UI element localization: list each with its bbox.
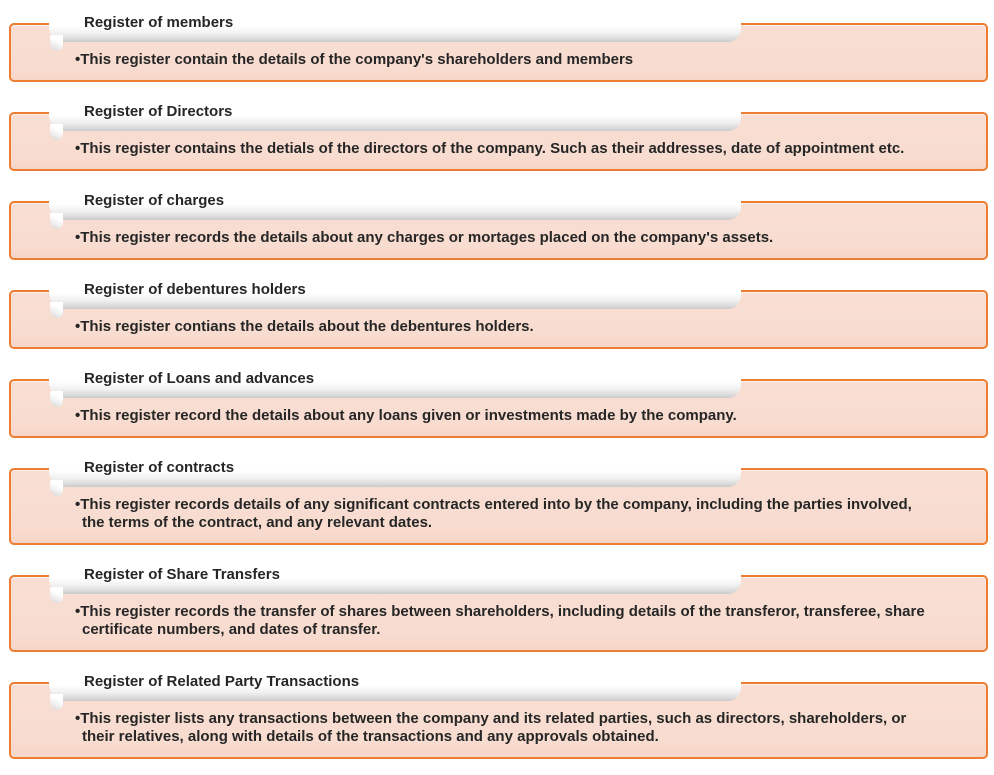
register-description-text: This register contain the details of the company's shareholders and members	[80, 51, 634, 68]
register-item	[0, 186, 994, 260]
register-description	[11, 275, 986, 349]
register-title: Register of charges	[84, 192, 225, 209]
register-description-text: This register records details of any significant contracts entered into by the company, including the parties involved, the terms of the contract, and any relevant dates.	[80, 496, 912, 531]
bullet-marker: •	[75, 229, 81, 246]
bullet-marker: •	[75, 140, 81, 157]
bullet-marker: •	[75, 318, 81, 335]
register-description-text: This register lists any transactions between the company and its related parties, such as directors, shareholders, or their relatives, along with details of the transactions and any approvals obtained.	[80, 710, 907, 745]
bullet-marker: •	[75, 496, 81, 513]
register-item	[0, 97, 994, 171]
register-title: Register of Directors	[84, 103, 233, 120]
register-title: Register of contracts	[84, 459, 235, 476]
bullet-marker: •	[75, 710, 81, 727]
register-title: Register of debentures holders	[84, 281, 306, 298]
register-description-text: This register records the details about any charges or mortages placed on the company's assets.	[80, 229, 774, 246]
bullet-marker: •	[75, 603, 81, 620]
register-description-text: This register contains the detials of the directors of the company. Such as their addresses, date of appointment etc.	[80, 140, 905, 157]
register-description	[11, 8, 986, 82]
register-item	[0, 667, 994, 759]
register-title: Register of members	[84, 14, 234, 31]
register-title: Register of Loans and advances	[84, 370, 315, 387]
register-description	[11, 453, 986, 545]
register-item	[0, 453, 994, 545]
register-description	[11, 560, 986, 652]
register-description	[11, 97, 986, 171]
register-description	[11, 667, 986, 759]
register-item	[0, 364, 994, 438]
register-title: Register of Share Transfers	[84, 566, 280, 583]
register-item	[0, 560, 994, 652]
register-description	[11, 186, 986, 260]
register-description-text: This register records the transfer of shares between shareholders, including details of the transferor, transferee, share certificate numbers, and dates of transfer.	[80, 603, 925, 638]
register-description-text: This register record the details about any loans given or investments made by the company.	[80, 407, 737, 424]
register-title: Register of Related Party Transactions	[84, 673, 360, 690]
register-description	[11, 364, 986, 438]
register-list	[0, 8, 994, 774]
register-item	[0, 275, 994, 349]
bullet-marker: •	[75, 51, 81, 68]
bullet-marker: •	[75, 407, 81, 424]
register-item	[0, 8, 994, 82]
register-description-text: This register contians the details about the debentures holders.	[80, 318, 534, 335]
